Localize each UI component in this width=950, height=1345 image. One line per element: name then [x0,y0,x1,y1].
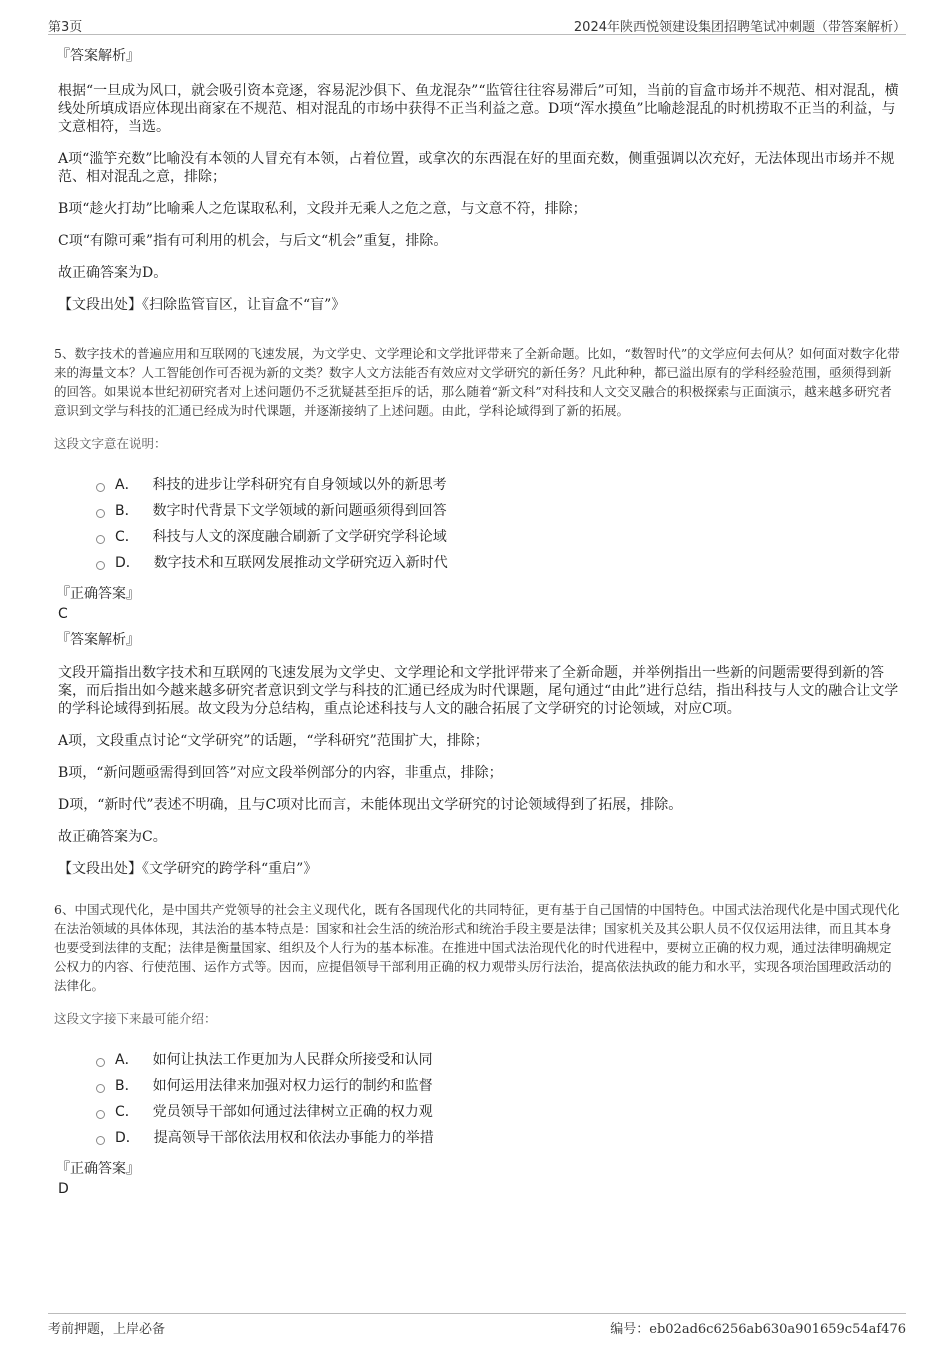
document-title: 2024年陕西悦领建设集团招聘笔试冲刺题（带答案解析） [573,20,906,35]
option-c[interactable] [96,1099,902,1125]
footer-slogan: 考前押题，上岸必备 [48,1322,166,1337]
page-footer [48,1313,906,1336]
option-b[interactable] [96,1073,902,1099]
option-text: 如何运用法律来加强对权力运行的制约和监督 [152,1078,433,1094]
question-5-options [96,472,902,576]
option-letter: C． [115,529,139,545]
analysis-paragraph: A项“滥竽充数”比喻没有本领的人冒充有本领，占着位置，或拿次的东西混在好的里面充数，侧重强调以次充好，无法体现出市场并不规范、相对混乱之意，排除； [58,151,895,185]
radio-icon[interactable] [96,1058,105,1067]
radio-icon[interactable] [96,1136,105,1145]
correct-answer: C [58,606,68,622]
option-letter: C． [115,1104,139,1120]
analysis-paragraph: 文段开篇指出数字技术和互联网的飞速发展为文学史、文学理论和文学批评带来了全新命题，并举例指出一些新的问题需要得到新的答案，而后指出如今越来越多研究者意识到文学与科技的汇通已经成为时代课题，尾句通过“由此”进行总结，指出科技与人文的融合让文学的学科论域得到拓展。故文段为分总结构，重点论述科技与人文的融合拓展了文学研究的讨论领域，对应C项。 [58,665,899,717]
option-a[interactable] [96,472,902,498]
analysis-paragraph: C项“有隙可乘”指有可利用的机会，与后文“机会”重复，排除。 [58,233,448,249]
analysis-label: 『答案解析』 [56,632,140,648]
option-text: 党员领导干部如何通过法律树立正确的权力观 [152,1104,433,1120]
option-d[interactable] [96,1125,902,1151]
analysis-paragraph: 故正确答案为C。 [58,829,167,845]
option-a[interactable] [96,1047,902,1073]
option-letter: D． [115,555,140,571]
option-c[interactable] [96,524,902,550]
option-text: 科技与人文的深度融合刷新了文学研究学科论域 [152,529,447,545]
analysis-paragraph: B项“趁火打劫”比喻乘人之危谋取私利，文段并无乘人之危之意，与文意不符，排除； [58,201,587,217]
analysis-paragraph: B项，“新问题亟需得到回答”对应文段举例部分的内容，非重点，排除； [58,765,503,781]
option-letter: B． [115,1078,139,1094]
option-b[interactable] [96,498,902,524]
option-text: 数字技术和互联网发展推动文学研究迈入新时代 [153,555,448,571]
analysis-paragraph: 根据“一旦成为风口，就会吸引资本竞逐，容易泥沙俱下、鱼龙混杂”“监管往往容易滞后”可知，当前的盲盒市场并不规范、相对混乱，横线处所填成语应体现出商家在不规范、相对混乱的市场中获得不正当利益之意。D项“浑水摸鱼”比喻趁混乱的时机捞取不正当的利益，与文意相符，当选。 [58,83,899,135]
option-text: 如何让执法工作更加为人民群众所接受和认同 [152,1052,433,1068]
page-header [48,12,906,35]
question-6-text: 6、中国式现代化，是中国共产党领导的社会主义现代化，既有各国现代化的共同特征，更有基于自己国情的中国特色。中国式法治现代化是中国式现代化在法治领域的具体体现，其法治的基本特点是：国家和社会生活的统治形式和统治手段主要是法律；国家机关及其公职人员不仅仅运用法律，而且其本身也要受到法律的支配；法律是衡量国家、组织及个人行为的基本标准。在推进中国式法治现代化的时代进程中，要树立正确的权力观，通过法律明确规定公权力的内容、行使范围、运作方式等。因而，应提倡领导干部利用正确的权力观带头厉行法治，提高依法执政的能力和水平，实现各项治国理政活动的法律化。 [54,902,900,993]
correct-answer-label: 『正确答案』 [56,586,140,602]
source-citation: 【文段出处】《文学研究的跨学科“重启”》 [58,861,318,877]
option-letter: A． [115,1052,139,1068]
analysis-paragraph: 故正确答案为D。 [58,265,168,281]
question-6-prompt: 这段文字接下来最可能介绍： [54,1011,217,1026]
page-content [56,42,902,1199]
radio-icon[interactable] [96,561,105,570]
option-text: 提高领导干部依法用权和依法办事能力的举措 [153,1130,434,1146]
radio-icon[interactable] [96,1110,105,1119]
radio-icon[interactable] [96,1084,105,1093]
option-text: 科技的进步让学科研究有自身领域以外的新思考 [152,477,447,493]
document-id: 编号：eb02ad6c6256ab630a901659c54af476 [610,1322,906,1337]
radio-icon[interactable] [96,483,105,492]
analysis-paragraph: A项，文段重点讨论“文学研究”的话题，“学科研究”范围扩大，排除； [58,733,489,749]
correct-answer-label: 『正确答案』 [56,1161,140,1177]
option-letter: B． [115,503,139,519]
analysis-paragraph: D项，“新时代”表述不明确，且与C项对比而言，未能体现出文学研究的讨论领域得到了拓展，排除。 [58,797,683,813]
question-5-text: 5、数字技术的普遍应用和互联网的飞速发展，为文学史、文学理论和文学批评带来了全新命题。比如，“数智时代”的文学应何去何从？如何面对数字化带来的海量文本？人工智能创作可否视为新的文类？数字人文方法能否有效应对文学研究的新任务？凡此种种，都已溢出原有的学科经验范围，亟须得到新的回答。如果说本世纪初研究者对上述问题仍不乏犹疑甚至拒斥的话，那么随着“新文科”对科技和人文交叉融合的积极探索与正面演示，越来越多研究者意识到文学与科技的汇通已经成为时代课题，并逐渐接纳了上述问题。由此，学科论域得到了新的拓展。 [54,346,900,418]
radio-icon[interactable] [96,509,105,518]
option-text: 数字时代背景下文学领域的新问题亟须得到回答 [152,503,447,519]
question-6-options [96,1047,902,1151]
radio-icon[interactable] [96,535,105,544]
option-letter: A． [115,477,139,493]
option-d[interactable] [96,550,902,576]
page-number: 第3页 [48,20,83,35]
source-citation: 【文段出处】《扫除监管盲区，让盲盒不“盲”》 [58,297,346,313]
correct-answer: D [58,1181,69,1197]
question-5-prompt: 这段文字意在说明： [54,436,167,451]
option-letter: D． [115,1130,140,1146]
analysis-label: 『答案解析』 [56,48,140,64]
